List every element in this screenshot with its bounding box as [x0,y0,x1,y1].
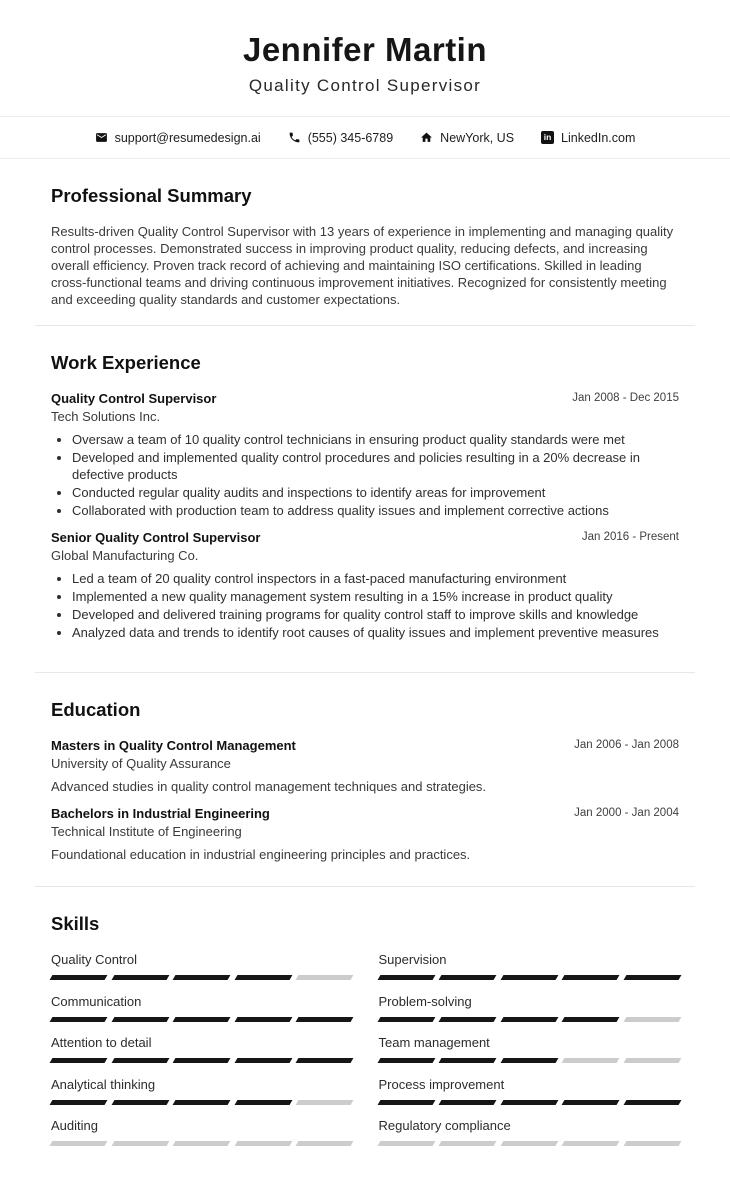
skill-bar-segment [173,1100,230,1105]
experience-heading: Work Experience [51,352,201,374]
person-name: Jennifer Martin [242,31,488,68]
skill-name: Attention to detail [51,1035,152,1051]
job-title: Senior Quality Control Supervisor [51,529,261,545]
skill-level-bar [51,1100,352,1105]
summary-text: Results-driven Quality Control Supervisor with 13 years of experience in implementing and managing quality control processes. Demonstrated success in improving product quality, reducing defects, and increasing overall efficiency. Proven track record of achieving and maintaining ISO certifications. Skilled in leading cross-functional teams and driving continuous improvement initiatives. Recognized for consistently meeting and exceeding quality standards and customer expectations. [51,224,674,307]
skill-bar-segment [377,1058,434,1063]
contact-linkedin [541,131,635,145]
skill-bar-segment [500,1017,557,1022]
skills-grid [51,952,679,1180]
education-entry [51,738,679,794]
skill-name: Regulatory compliance [378,1118,511,1134]
skill-level-bar [51,1058,352,1063]
job-bullet: • Collaborated with production team to address quality issues and implement corrective actions [72,503,679,520]
skill-bar-segment [623,1141,680,1146]
skill-bar-segment [234,1058,291,1063]
skill-bar-segment [439,1058,496,1063]
skill-bar-segment [50,1017,107,1022]
job-entry [51,530,679,664]
phone-icon [288,131,301,144]
skills-column-right [379,952,680,1160]
resume-header [0,0,730,116]
skill-bar-segment [296,1141,353,1146]
contact-bar [0,116,730,159]
skill-bar-segment [500,1100,557,1105]
skill-row [51,1035,352,1063]
contact-email [95,131,261,145]
skill-bar-segment [296,1017,353,1022]
skill-bar-segment [377,1017,434,1022]
contact-linkedin-text: LinkedIn.com [561,130,636,145]
job-bullet: • Led a team of 20 quality control inspectors in a fast-paced manufacturing environment [72,571,679,588]
skill-bar-segment [439,1100,496,1105]
skill-row [51,1077,352,1105]
skill-bar-segment [623,1100,680,1105]
section-work-experience [0,326,730,663]
skill-level-bar [51,1017,352,1022]
contact-location-text: NewYork, US [440,130,515,145]
skill-bar-segment [234,1100,291,1105]
job-entry [51,391,679,519]
skill-row [379,1077,680,1105]
job-bullet: • Oversaw a team of 10 quality control technicians in ensuring product quality standards were met [72,432,679,449]
job-title: Quality Control Supervisor [51,391,217,407]
skill-row [51,952,352,980]
skill-bar-segment [500,1058,557,1063]
skill-level-bar [51,975,352,980]
skill-bar-segment [500,1141,557,1146]
skill-name: Process improvement [378,1076,505,1092]
degree-school: Technical Institute of Engineering [51,824,242,840]
job-company: Tech Solutions Inc. [51,409,161,425]
contact-phone [288,131,393,145]
skill-bar-segment [562,1058,619,1063]
education-entry-head [51,806,679,821]
skill-bar-segment [173,1017,230,1022]
skill-name: Communication [51,993,142,1009]
job-dates: Jan 2008 - Dec 2015 [572,392,679,405]
skill-bar-segment [439,1141,496,1146]
skill-bar-segment [377,1141,434,1146]
skill-level-bar [379,1100,680,1105]
skill-row [379,952,680,980]
skill-bar-segment [111,975,168,980]
skills-heading: Skills [51,913,100,935]
skill-name: Team management [378,1035,490,1051]
skill-bar-segment [50,1141,107,1146]
degree-dates: Jan 2006 - Jan 2008 [574,739,679,752]
degree-school: University of Quality Assurance [51,756,231,772]
skill-bar-segment [296,975,353,980]
skill-row [379,994,680,1022]
skill-bar-segment [562,1017,619,1022]
skill-bar-segment [50,1100,107,1105]
skill-bar-segment [562,975,619,980]
skill-row [379,1118,680,1146]
skill-name: Problem-solving [378,993,472,1009]
skill-name: Auditing [51,1118,98,1134]
skill-bar-segment [623,975,680,980]
job-bullet: • Developed and delivered training programs for quality control staff to improve skills and knowledge [72,607,679,624]
skill-bar-segment [296,1058,353,1063]
skill-level-bar [379,1141,680,1146]
skill-level-bar [51,1141,352,1146]
job-bullet: • Analyzed data and trends to identify root causes of quality issues and implement preventive measures [72,625,679,642]
skill-bar-segment [439,975,496,980]
degree-description: Advanced studies in quality control management techniques and strategies. [51,779,487,795]
skill-bar-segment [234,1017,291,1022]
skills-column-left [51,952,352,1160]
summary-heading: Professional Summary [51,185,252,206]
skill-bar-segment [562,1100,619,1105]
skill-bar-segment [562,1141,619,1146]
contact-phone-text: (555) 345-6789 [307,130,394,145]
skill-bar-segment [173,1058,230,1063]
skill-bar-segment [234,1141,291,1146]
degree-description: Foundational education in industrial engineering principles and practices. [51,847,471,863]
contact-email-text: support@resumedesign.ai [114,130,261,145]
skill-name: Quality Control [51,952,137,968]
home-icon [420,131,433,144]
job-bullet: • Developed and implemented quality control procedures and policies resulting in a 20% decrease in defective products [72,450,679,484]
linkedin-icon: in [541,131,554,144]
job-bullet: • Implemented a new quality management system resulting in a 15% increase in product quality [72,589,679,606]
degree-title: Masters in Quality Control Management [51,738,296,754]
contact-location [420,131,514,145]
skill-bar-segment [50,975,107,980]
job-entry-head [51,391,679,406]
skill-level-bar [379,1017,680,1022]
skill-bar-segment [377,1100,434,1105]
section-skills [0,887,730,1180]
skill-name: Supervision [378,952,447,968]
skill-level-bar [379,1058,680,1063]
skill-bar-segment [500,975,557,980]
skill-level-bar [379,975,680,980]
education-heading: Education [51,699,141,721]
skill-bar-segment [377,975,434,980]
section-professional-summary [0,159,730,325]
skill-row [379,1035,680,1063]
skill-row [51,1118,352,1146]
skill-bar-segment [173,975,230,980]
job-company: Global Manufacturing Co. [51,547,199,563]
skill-bar-segment [50,1058,107,1063]
job-dates: Jan 2016 - Present [581,530,679,543]
education-entry [51,806,679,874]
job-entry-head [51,530,679,545]
skill-bar-segment [623,1058,680,1063]
job-bullet-list [51,432,679,519]
skill-bar-segment [296,1100,353,1105]
skill-bar-segment [623,1017,680,1022]
job-bullet-list [51,571,679,642]
person-job-title: Quality Control Supervisor [248,76,482,95]
skill-bar-segment [111,1017,168,1022]
skill-bar-segment [111,1058,168,1063]
skill-bar-segment [439,1017,496,1022]
skill-bar-segment [111,1100,168,1105]
skill-name: Analytical thinking [51,1076,156,1092]
education-entry-head [51,738,679,753]
skill-row [51,994,352,1022]
section-education [0,673,730,874]
skill-bar-segment [111,1141,168,1146]
skill-bar-segment [234,975,291,980]
degree-title: Bachelors in Industrial Engineering [51,806,270,822]
degree-dates: Jan 2000 - Jan 2004 [574,807,679,820]
email-icon [95,131,108,144]
skill-bar-segment [173,1141,230,1146]
job-bullet: • Conducted regular quality audits and inspections to identify areas for improvement [72,485,679,502]
